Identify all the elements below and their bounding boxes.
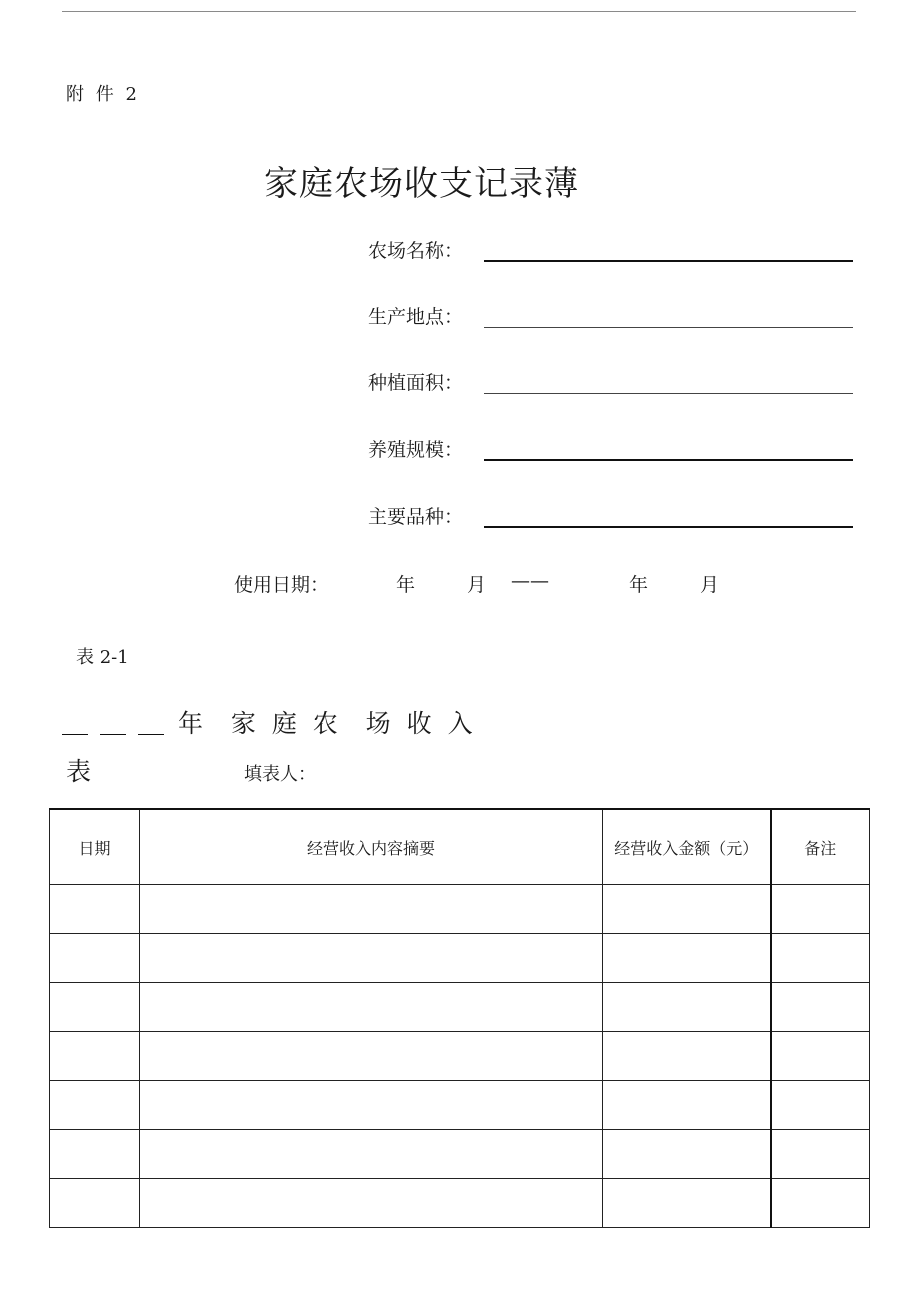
cell-date[interactable] <box>50 1179 140 1228</box>
usage-date-month-end: 月 <box>700 574 720 596</box>
usage-date-year-start: 年 <box>396 574 416 596</box>
field-blank-line[interactable] <box>484 393 853 394</box>
sheet-title-line-1: 年 家 庭 农 场 收 入 <box>178 709 477 738</box>
field-blank-line[interactable] <box>484 260 853 262</box>
column-header-amount: 经营收入金额（元） <box>603 809 771 885</box>
cell-note[interactable] <box>771 934 870 983</box>
cell-summary[interactable] <box>140 885 603 934</box>
cell-amount[interactable] <box>603 1081 771 1130</box>
table-row <box>50 983 870 1032</box>
table-row <box>50 1130 870 1179</box>
field-farm-name <box>368 236 858 266</box>
filler-label: 填表人： <box>244 764 316 785</box>
cell-note[interactable] <box>771 1081 870 1130</box>
cell-amount[interactable] <box>603 983 771 1032</box>
cell-amount[interactable] <box>603 1032 771 1081</box>
usage-date-dash: —— <box>511 570 549 592</box>
field-label: 种植面积： <box>368 372 464 394</box>
cell-summary[interactable] <box>140 934 603 983</box>
cell-amount[interactable] <box>603 1179 771 1228</box>
cell-amount[interactable] <box>603 934 771 983</box>
cell-summary[interactable] <box>140 1179 603 1228</box>
column-header-date: 日期 <box>50 809 140 885</box>
sheet-title-line-2: 表 <box>66 757 92 786</box>
field-label: 生产地点： <box>368 306 464 328</box>
table-number: 表 2-1 <box>76 647 129 668</box>
column-header-note: 备注 <box>771 809 870 885</box>
table-row <box>50 1032 870 1081</box>
cell-note[interactable] <box>771 1179 870 1228</box>
table-header-row <box>50 809 870 885</box>
field-breeding-scale <box>368 435 858 465</box>
cell-note[interactable] <box>771 1032 870 1081</box>
usage-date-row <box>234 570 754 600</box>
cell-note[interactable] <box>771 885 870 934</box>
cell-summary[interactable] <box>140 1130 603 1179</box>
field-main-varieties <box>368 502 858 532</box>
usage-date-year-end: 年 <box>629 574 649 596</box>
cell-date[interactable] <box>50 885 140 934</box>
field-label: 主要品种： <box>368 506 464 528</box>
cell-date[interactable] <box>50 983 140 1032</box>
field-blank-line[interactable] <box>484 459 853 461</box>
year-blank-lines[interactable] <box>62 706 174 736</box>
cell-date[interactable] <box>50 934 140 983</box>
cell-date[interactable] <box>50 1081 140 1130</box>
usage-date-label: 使用日期： <box>234 574 330 596</box>
usage-date-month-start: 月 <box>467 574 487 596</box>
cell-amount[interactable] <box>603 1130 771 1179</box>
field-planting-area <box>368 368 858 398</box>
table-row <box>50 934 870 983</box>
field-blank-line[interactable] <box>484 327 853 328</box>
field-label: 养殖规模： <box>368 439 464 461</box>
cell-note[interactable] <box>771 983 870 1032</box>
table-row <box>50 885 870 934</box>
document-title: 家庭农场收支记录薄 <box>264 164 579 204</box>
table-row <box>50 1179 870 1228</box>
cell-date[interactable] <box>50 1032 140 1081</box>
field-blank-line[interactable] <box>484 526 853 528</box>
cell-note[interactable] <box>771 1130 870 1179</box>
column-header-summary: 经营收入内容摘要 <box>140 809 603 885</box>
cell-date[interactable] <box>50 1130 140 1179</box>
income-table <box>49 808 870 1228</box>
field-label: 农场名称： <box>368 240 464 262</box>
cell-amount[interactable] <box>603 885 771 934</box>
cell-summary[interactable] <box>140 1081 603 1130</box>
cell-summary[interactable] <box>140 1032 603 1081</box>
table-row <box>50 1081 870 1130</box>
field-production-site <box>368 302 858 332</box>
cell-summary[interactable] <box>140 983 603 1032</box>
attachment-label: 附 件 2 <box>66 84 140 105</box>
header-rule <box>62 11 856 12</box>
